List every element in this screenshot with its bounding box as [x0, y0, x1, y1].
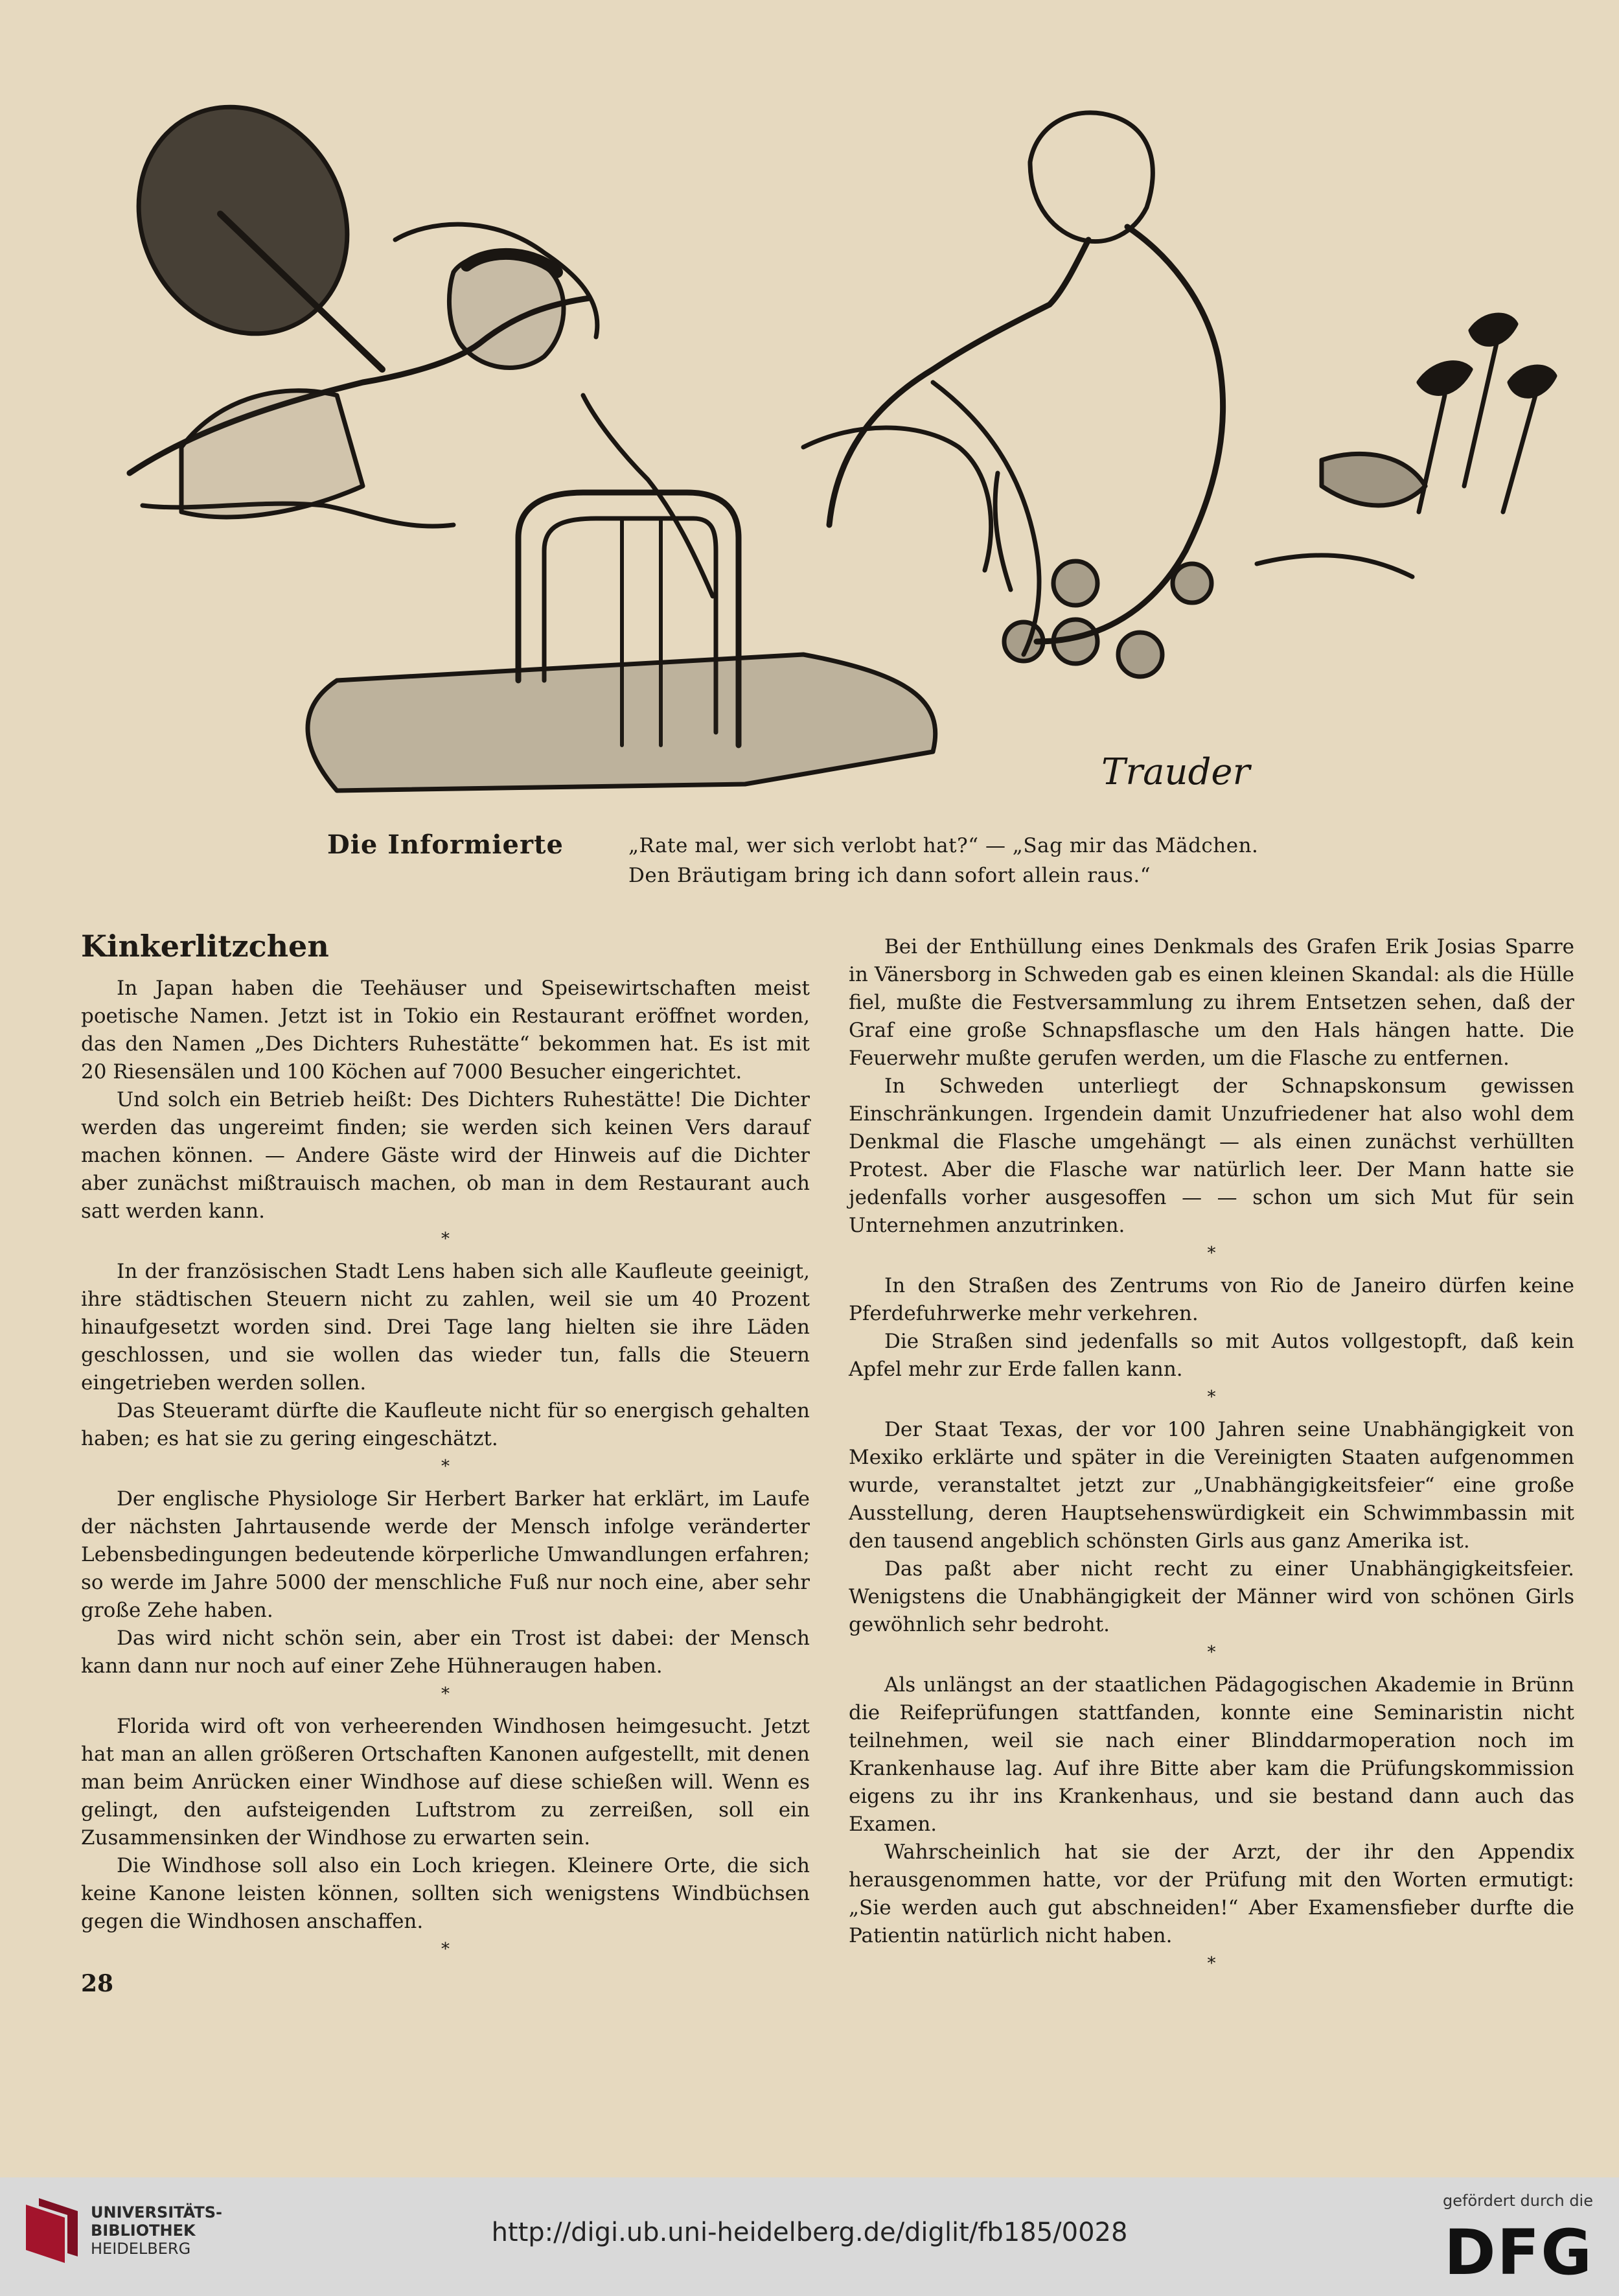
section-separator: *: [1207, 1643, 1216, 1662]
library-name-line: UNIVERSITÄTS-: [91, 2203, 223, 2221]
paragraph: Das wird nicht schön sein, aber ein Trost ist dabei: der Mensch kann dann nur noch auf einer Zehe Hühneraugen haben.: [81, 1627, 810, 1678]
paragraph: Als unlängst an der staatlichen Pädagogischen Akademie in Brünn die Reifeprüfungen stattfanden, konnte eine Seminaristin nicht teilnehmen, weil sie nach einer Blinddarmoperation noch im Krankenhause lag. Auf ihre Bitte aber kam die Prüfungskommission eigens zu ihr ins Krankenhaus, und sie bestand dann auch das Examen.: [849, 1673, 1574, 1836]
section-separator: *: [441, 1940, 450, 1959]
caption-quote: [628, 831, 1471, 890]
paragraph: Das paßt aber nicht recht zu einer Unabhängigkeitsfeier. Wenigstens die Unabhängigkeit der Männer wird von schönen Girls gewöhnlich sehr bedroht.: [849, 1557, 1574, 1636]
paragraph: Florida wird oft von verheerenden Windhosen heimgesucht. Jetzt hat man an allen größeren Ortschaften Kanonen aufgestellt, mit denen man beim Anrücken einer Windhose auf diese schießen will. Wenn es gelingt, den aufsteigenden Luftstrom zu zerreißen, soll ein Zusammensinken der Windhose zu erwarten sein.: [81, 1715, 810, 1850]
paragraph: In Schweden unterliegt der Schnapskonsum gewissen Einschränkungen. Irgendein damit Unzufriedener hat also wohl dem Denkmal die Flasche umgehängt — als einen zunächst verhüllten Protest. Aber die Flasche war natürlich leer. Der Mann hatte sie jedenfalls vorher ausgesoffen — — schon um sich Mut für sein Unternehmen anzutrinken.: [849, 1074, 1574, 1237]
paragraph: Die Windhose soll also ein Loch kriegen. Kleinere Orte, die sich keine Kanone leisten können, sollten sich wenigstens Windbüchsen gegen die Windhosen anschaffen.: [81, 1854, 810, 1933]
section-separator: *: [1207, 1387, 1216, 1407]
paragraph: Und solch ein Betrieb heißt: Des Dichters Ruhestätte! Die Dichter werden das ungereimt finden; sie werden sich keinen Vers darauf machen können. — Andere Gäste wird der Hinweis auf die Dichter aber zunächst mißtrauisch machen, ob man in dem Restaurant auch satt werden kann.: [81, 1088, 810, 1223]
viewer-footer: [0, 2177, 1619, 2296]
paragraph: In Japan haben die Teehäuser und Speisewirtschaften meist poetische Namen. Jetzt ist in Tokio ein Restaurant eröffnet worden, das den Namen „Des Dichters Ruhestätte“ bekommen hat. Es ist mit 20 Riesensälen und 100 Köchen auf 7000 Besucher eingerichtet.: [81, 977, 810, 1084]
section-separator: *: [1207, 1954, 1216, 1973]
caption-quote-line: „Rate mal, wer sich verlobt hat?“ — „Sag mir das Mädchen.: [628, 834, 1259, 857]
cartoon-illustration: [91, 58, 1600, 823]
paragraph: Wahrscheinlich hat sie der Arzt, der ihr den Appendix herausgenommen hatte, vor der Prüfung mit den Worten ermutigt: „Sie werden auch gut abschneiden!“ Aber Examensfieber durfte die Patientin natürlich nicht haben.: [849, 1840, 1574, 1947]
section-separator: *: [1207, 1244, 1216, 1263]
caption-quote-line: Den Bräutigam bring ich dann sofort allein raus.“: [628, 864, 1151, 887]
caption-title: Die Informierte: [327, 829, 564, 860]
article-heading: Kinkerlitzchen: [81, 929, 329, 964]
page-number: 28: [81, 1970, 114, 1997]
paragraph: Bei der Enthüllung eines Denkmals des Grafen Erik Josias Sparre in Vänersborg in Schweden gab es einen kleinen Skandal: als die Hülle fiel, mußte die Festversammlung zu ihrem Entsetzen sehen, daß der Graf eine große Schnapsflasche um den Hals hängen hatte. Die Feuerwehr mußte gerufen werden, um die Flasche zu entfernen.: [849, 935, 1574, 1070]
dfg-logo: DFG: [1443, 2216, 1593, 2289]
paragraph: Der Staat Texas, der vor 100 Jahren seine Unabhängigkeit von Mexiko erklärte und später in die Vereinigten Staaten aufgenommen wurde, veranstaltet jetzt zur „Unabhängigkeitsfeier“ eine große Ausstellung, deren Hauptsehenswürdigkeit ein Schwimmbassin mit den tausend angeblich schönsten Girls aus ganz Amerika ist.: [849, 1418, 1574, 1553]
paragraph: Das Steueramt dürfte die Kaufleute nicht für so energisch gehalten haben; es hat sie zu gering eingeschätzt.: [81, 1399, 810, 1450]
document-url-link[interactable]: http://digi.ub.uni-heidelberg.de/diglit/fb185/0028: [491, 2218, 1128, 2247]
library-name-line: BIBLIOTHEK: [91, 2221, 196, 2240]
library-name-line: HEIDELBERG: [91, 2240, 191, 2258]
section-separator: *: [441, 1684, 450, 1704]
paragraph: Der englische Physiologe Sir Herbert Barker hat erklärt, im Laufe der nächsten Jahrtausende werde der Mensch infolge veränderter Lebensbedingungen bedeutende körperliche Umwandlungen erfahren; so werde im Jahre 5000 der menschliche Fuß nur noch eine, aber sehr große Zehe haben.: [81, 1487, 810, 1622]
section-separator: *: [441, 1229, 450, 1249]
paragraph: In den Straßen des Zentrums von Rio de Janeiro dürfen keine Pferdefuhrwerke mehr verkehren.: [849, 1274, 1574, 1325]
artist-signature: Trauder: [1101, 751, 1250, 793]
illustration-caption: [327, 829, 1429, 901]
paragraph: Die Straßen sind jedenfalls so mit Autos vollgestopft, daß kein Apfel mehr zur Erde fallen kann.: [849, 1330, 1574, 1381]
right-column: [849, 933, 1574, 1982]
left-column: [81, 927, 810, 1968]
parasol-shape: [100, 70, 387, 370]
funding-label: gefördert durch die: [1443, 2192, 1593, 2210]
section-separator: *: [441, 1457, 450, 1476]
paragraph: In der französischen Stadt Lens haben sich alle Kaufleute geeinigt, ihre städtischen Steuern nicht zu zahlen, weil sie um 40 Prozent hinaufgesetzt worden sind. Drei Tage lang hielten sie ihre Läden geschlossen, und sie wollen das wieder tun, falls die Steuern eingetrieben werden sollen.: [81, 1260, 810, 1395]
